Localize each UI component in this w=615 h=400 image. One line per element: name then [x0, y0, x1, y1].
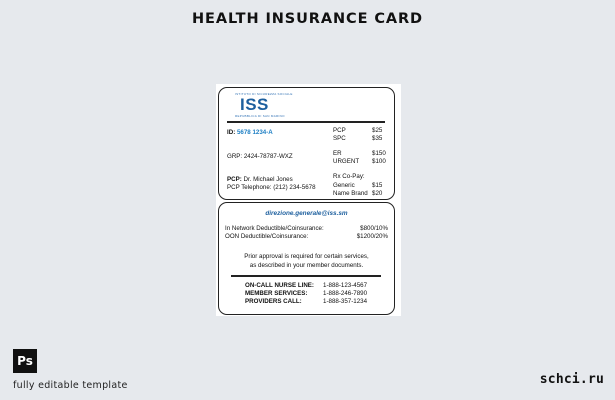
member-services-label: MEMBER SERVICES: — [245, 290, 308, 297]
photoshop-icon: Ps — [13, 349, 37, 373]
site-watermark: schci.ru — [539, 372, 604, 387]
copay-pcp-label: PCP — [333, 127, 346, 134]
pcp-telephone: PCP Telephone: (212) 234-5678 — [227, 184, 316, 191]
copay-urgent-label: URGENT — [333, 158, 360, 165]
approval-note-line1: Prior approval is required for certain services, — [244, 253, 369, 260]
providers-call-phone[interactable]: 1-888-357-1234 — [323, 298, 368, 305]
in-network-deductible-label: In Network Deductible/Coinsurance: — [225, 225, 324, 232]
logo-bottom-text: REPUBBLICA DI SAN MARINO — [235, 114, 285, 118]
id-value: 5678 1234-A — [236, 129, 273, 136]
rx-copay-label: Rx Co-Pay: — [333, 173, 365, 180]
pcp-label: PCP: — [227, 176, 242, 183]
copay-generic-label: Generic — [333, 182, 355, 189]
nurse-line-label: ON-CALL NURSE LINE: — [245, 282, 314, 289]
providers-call-label: PROVIDERS CALL: — [245, 298, 302, 305]
id-label: ID: — [227, 129, 236, 136]
page-title: HEALTH INSURANCE CARD — [191, 11, 423, 27]
approval-note-line2: as described in your member documents. — [249, 262, 364, 269]
copay-name-brand-value: $20 — [372, 190, 383, 197]
pcp-name-value: Dr. Michael Jones — [243, 176, 293, 183]
oon-deductible-value: $1200/20% — [356, 233, 388, 240]
copay-er-value: $150 — [372, 150, 386, 157]
copay-generic-value: $15 — [372, 182, 383, 189]
copay-urgent-value: $100 — [372, 158, 386, 165]
back-divider — [231, 275, 381, 277]
copay-name-brand-label: Name Brand — [333, 190, 368, 197]
contact-email[interactable]: direzione.generale@iss.sm — [265, 210, 348, 217]
member-services-phone[interactable]: 1-888-246-7890 — [323, 290, 368, 297]
copay-er-label: ER — [333, 150, 342, 157]
logo-top-text: ISTITUTO DI SICUREZZA SOCIALE — [235, 92, 293, 96]
oon-deductible-label: OON Deductible/Coinsurance: — [225, 233, 309, 240]
card-back — [218, 202, 395, 315]
card-sheet — [216, 84, 401, 316]
iss-logo: ISS — [240, 95, 269, 114]
nurse-line-phone[interactable]: 1-888-123-4567 — [323, 282, 368, 289]
copay-pcp-value: $25 — [372, 127, 383, 134]
front-divider — [227, 121, 385, 123]
pcp-name — [227, 177, 293, 183]
member-id — [227, 130, 273, 136]
copay-spc-value: $35 — [372, 135, 383, 142]
group-number: GRP: 2424-78787-WXZ — [227, 153, 293, 160]
in-network-deductible-value: $800/10% — [360, 225, 388, 232]
card-front — [218, 87, 395, 200]
template-caption: fully editable template — [13, 380, 128, 391]
copay-spc-label: SPC — [333, 135, 346, 142]
